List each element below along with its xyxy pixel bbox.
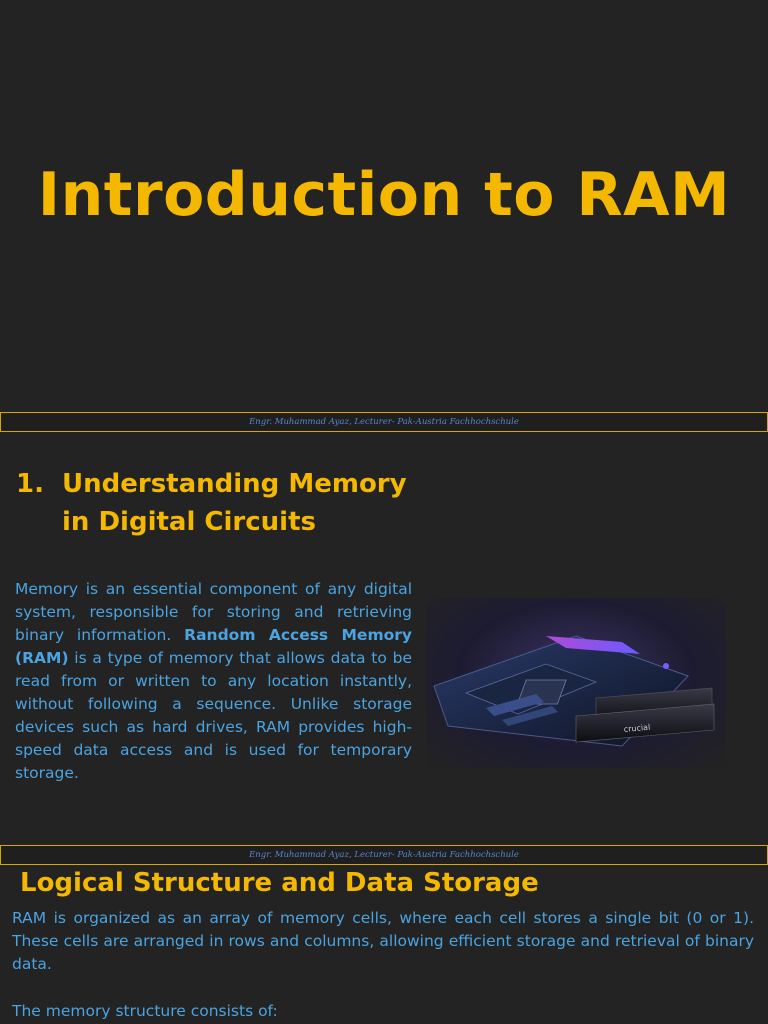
footer-band-2 <box>0 845 768 865</box>
page-title: Introduction to RAM <box>37 160 731 230</box>
footer-band <box>0 412 768 432</box>
section2-heading: Logical Structure and Data Storage <box>20 868 539 898</box>
section-heading-text: Understanding Memory in Digital Circuits <box>62 469 407 537</box>
para-text-1: Memory is an essential component of any digital system, responsible for storing and retrieving binary information. <box>15 580 412 644</box>
ram-brand-label: crucial <box>623 722 651 734</box>
footer-text: Engr. Muhammad Ayaz, Lecturer- Pak-Austria Fachhochschule <box>249 417 519 427</box>
section-number: 1. <box>16 469 44 499</box>
footer-text-2: Engr. Muhammad Ayaz, Lecturer- Pak-Austria Fachhochschule <box>249 850 519 860</box>
motherboard-ram-image <box>426 598 726 768</box>
section2-paragraph-2: The memory structure consists of: <box>12 1002 278 1020</box>
motherboard-ram-illustration <box>426 598 726 768</box>
para-bold-term: Random Access Memory (RAM) <box>15 626 412 667</box>
section2-paragraph: RAM is organized as an array of memory cells, where each cell stores a single bit (0 or 1). These cells are arranged in rows and columns, allowing efficient storage and retrieval of binary data. <box>12 909 754 973</box>
section-paragraph <box>15 578 412 785</box>
para-text-2: is a type of memory that allows data to be read from or written to any location instantly, without following a sequence. Unlike storage devices such as hard drives, RAM provides high-speed data access and is used for temporary storage. <box>15 649 412 782</box>
section-heading <box>16 465 436 541</box>
